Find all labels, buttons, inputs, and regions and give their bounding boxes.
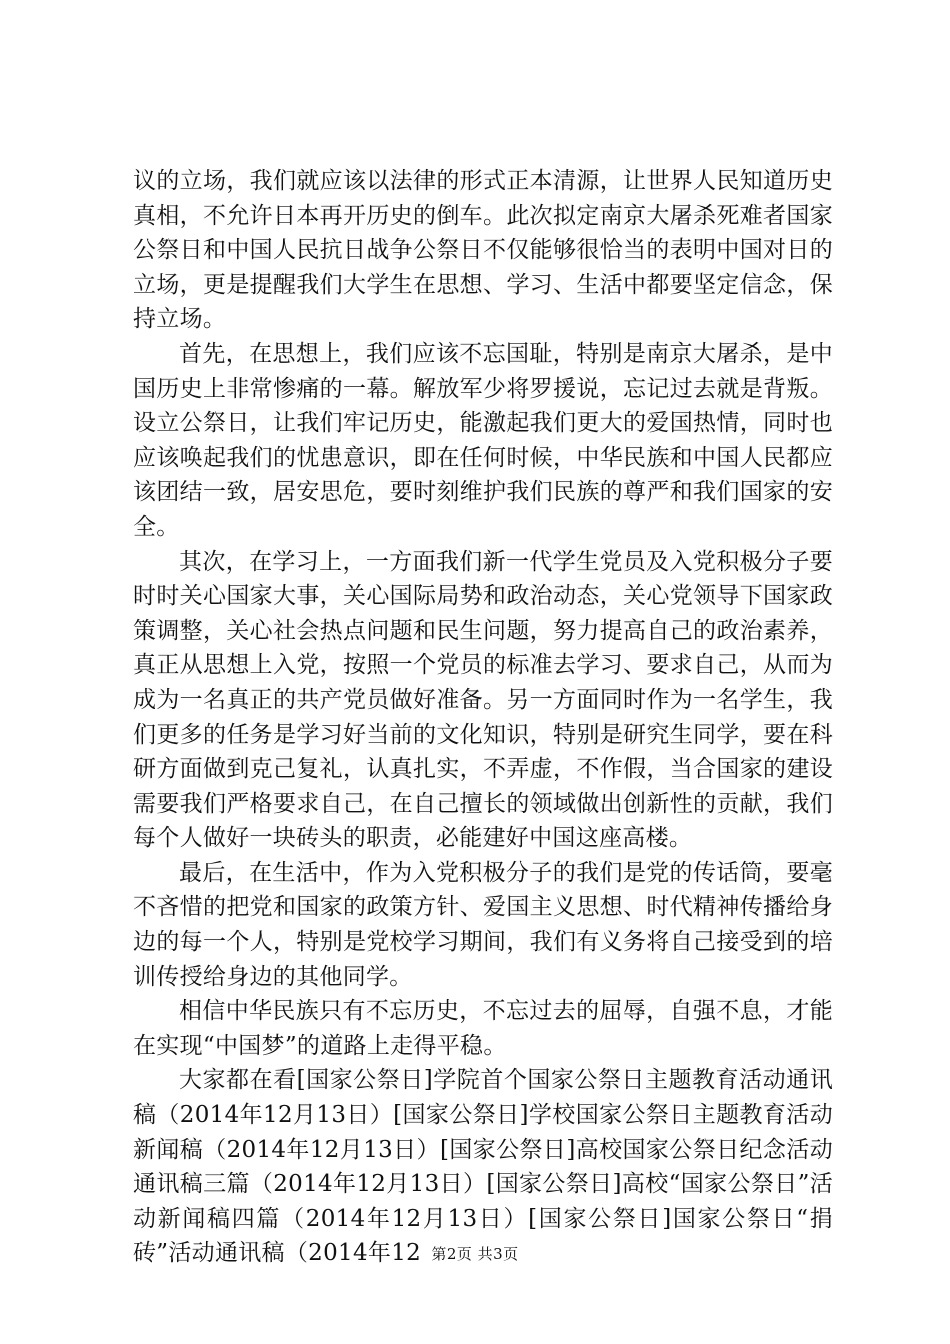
paragraph-thought: 首先，在思想上，我们应该不忘国耻，特别是南京大屠杀，是中国历史上非常惨痛的一幕。解放军少将罗援说，忘记过去就是背叛。设立公祭日，让我们牢记历史，能激起我们更大的爱国热情，同时也应该唤起我们的忧患意识，即在任何时候，中华民族和中国人民都应该团结一致，居安思危，要时刻维护我们民族的尊严和我们国家的安全。 (133, 340, 833, 540)
paragraph-life: 最后，在生活中，作为入党积极分子的我们是党的传话筒，要毫不吝惜的把党和国家的政策方针、爱国主义思想、时代精神传播给身边的每一个人，特别是党校学习期间，我们有义务将自己接受到的培训传授给身边的其他同学。 (133, 859, 833, 990)
paragraph-study: 其次，在学习上，一方面我们新一代学生党员及入党积极分子要时时关心国家大事，关心国际局势和政治动态，关心党领导下国家政策调整，关心社会热点问题和民生问题，努力提高自己的政治素养，真正从思想上入党，按照一个党员的标准去学习、要求自己，从而为成为一名真正的共产党员做好准备。另一方面同时作为一名学生，我们更多的任务是学习好当前的文化知识，特别是研究生同学，要在科研方面做到克己复礼，认真扎实，不弄虚，不作假，当合国家的建设需要我们严格要求自己，在自己擅长的领域做出创新性的贡献，我们每个人做好一块砖头的职责，必能建好中国这座高楼。 (133, 548, 833, 852)
paragraph-conclusion: 相信中华民族只有不忘历史，不忘过去的屈辱，自强不息，才能在实现“中国梦”的道路上走得平稳。 (133, 998, 833, 1059)
paragraph-continuation: 议的立场，我们就应该以法律的形式正本清源，让世界人民知道历史真相，不允许日本再开历史的倒车。此次拟定南京大屠杀死难者国家公祭日和中国人民抗日战争公祭日不仅能够很恰当的表明中国对日的立场，更是提醒我们大学生在思想、学习、生活中都要坚定信念，保持立场。 (133, 168, 833, 333)
page-number-footer: 第2页 共3页 (431, 1245, 519, 1263)
document-body (133, 164, 833, 1271)
paragraph-related-reading: 大家都在看[国家公祭日]学院首个国家公祭日主题教育活动通讯稿（2014年12月13日）[国家公祭日]学校国家公祭日主题教育活动新闻稿（2014年12月13日）[国家公祭日]高校国家公祭日纪念活动通讯稿三篇（2014年12月13日）[国家公祭日]高校“国家公祭日”活动新闻稿四篇（2014年12月13日）[国家公祭日]国家公祭日“捐砖”活动通讯稿（2014年12 (133, 1067, 833, 1267)
